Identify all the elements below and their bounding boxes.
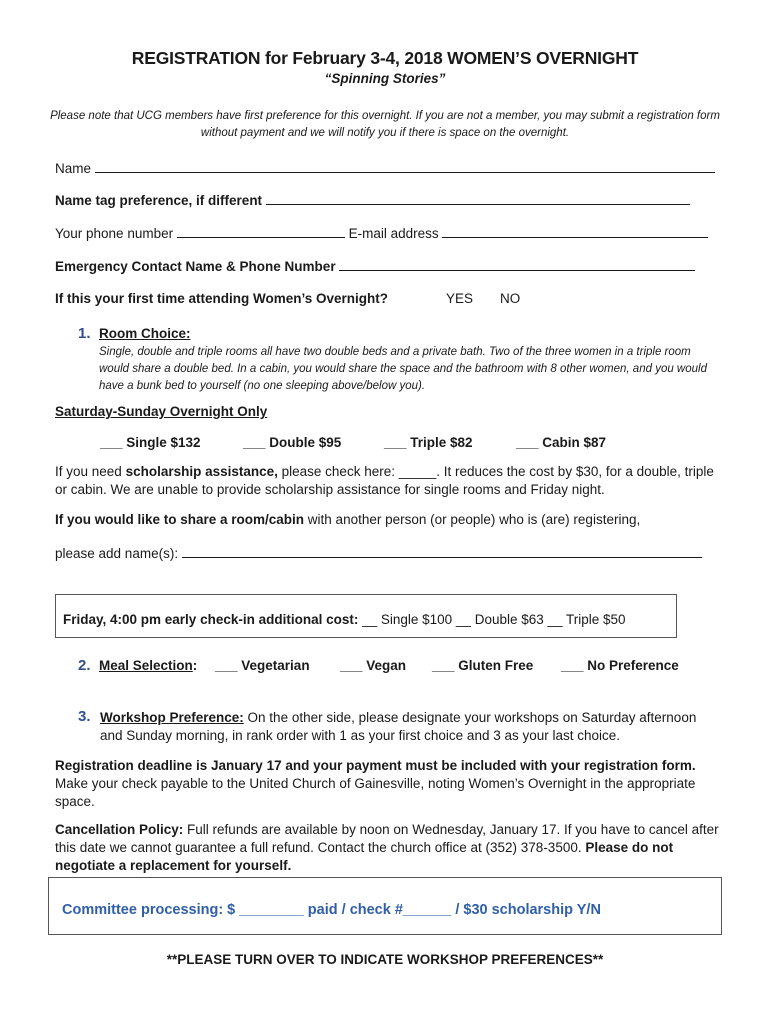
emergency-label: Emergency Contact Name & Phone Number xyxy=(55,259,336,274)
meal-option-vegan[interactable]: ___ Vegan xyxy=(340,658,407,673)
deadline-paragraph xyxy=(55,757,720,811)
friday-checkin-bold: Friday, 4:00 pm early check-in additional cost: xyxy=(63,612,359,627)
form-subtitle: “Spinning Stories” xyxy=(324,71,446,86)
friday-checkin-row xyxy=(63,612,626,627)
room-option-single[interactable]: ___ Single $132 xyxy=(100,435,201,450)
emergency-row xyxy=(55,259,695,274)
name-tag-row xyxy=(55,193,690,208)
room-option-double[interactable]: ___ Double $95 xyxy=(243,435,342,450)
meal-selection-heading: Meal Selection xyxy=(98,658,193,673)
room-description: Single, double and triple rooms all have two double beds and a private bath. Two of the three women in a triple room would share a double bed. In a cabin, you would share the space and the bathroom with 8 other women, and you would have a bunk bed to yourself (no one sleeping above/below you). xyxy=(99,346,707,392)
deadline-text: Make your check payable to the United Church of Gainesville, noting Women’s Overnight in the appropriate space. xyxy=(55,776,696,809)
phone-label: Your phone number xyxy=(55,226,174,241)
contact-row xyxy=(55,226,708,241)
deadline-bold: Registration deadline is January 17 and your payment must be included with your registration form. xyxy=(55,758,696,773)
name-label: Name xyxy=(55,161,92,176)
email-field[interactable] xyxy=(442,226,708,238)
first-time-label: If this your first time attending Women’s Overnight? xyxy=(55,291,389,306)
name-tag-label: Name tag preference, if different xyxy=(55,193,263,208)
meal-heading-colon: : xyxy=(192,658,198,673)
meal-section-heading xyxy=(78,657,197,675)
email-label: E-mail address xyxy=(348,226,439,241)
meal-option-no-preference[interactable]: ___ No Preference xyxy=(561,658,679,673)
cancellation-bold-2: Please do not negotiate a replacement for yourself. xyxy=(55,840,674,873)
scholarship-paragraph xyxy=(55,463,720,499)
name-field[interactable] xyxy=(95,161,715,173)
friday-checkin-options[interactable]: __ Single $100 __ Double $63 __ Triple $50 xyxy=(358,612,626,627)
workshop-text: On the other side, please designate your workshops on Saturday afternoon and Sunday morning, in rank order with 1 as your first choice and 3 as your last choice. xyxy=(100,710,697,743)
first-time-no[interactable]: NO xyxy=(500,291,521,306)
scholarship-text-bold: scholarship assistance, xyxy=(125,464,278,479)
room-choice-heading: Room Choice: xyxy=(98,326,191,341)
share-names-field[interactable] xyxy=(182,546,702,558)
share-names-row xyxy=(55,546,702,561)
room-option-cabin[interactable]: ___ Cabin $87 xyxy=(516,435,607,450)
meal-option-vegetarian[interactable]: ___ Vegetarian xyxy=(215,658,310,673)
meal-option-gluten-free[interactable]: ___ Gluten Free xyxy=(432,658,534,673)
committee-processing-text: Committee processing: $ ________ paid / check #______ / $30 scholarship Y/N xyxy=(62,902,601,918)
workshop-section-number: 3. xyxy=(78,708,91,725)
meal-section-number: 2. xyxy=(78,657,91,674)
form-title: REGISTRATION for February 3-4, 2018 WOMEN’S OVERNIGHT xyxy=(131,48,639,68)
workshop-paragraph xyxy=(100,709,715,745)
room-section-heading xyxy=(78,325,190,343)
emergency-field[interactable] xyxy=(339,259,695,271)
first-time-yes[interactable]: YES xyxy=(446,291,474,306)
share-room-bold: If you would like to share a room/cabin xyxy=(55,512,305,527)
room-section-number: 1. xyxy=(78,325,91,342)
cancellation-bold: Cancellation Policy: xyxy=(55,822,184,837)
workshop-heading: Workshop Preference: xyxy=(100,710,244,725)
phone-field[interactable] xyxy=(177,226,345,238)
share-names-label: please add name(s): xyxy=(55,546,179,561)
membership-note: Please note that UCG members have first preference for this overnight. If you are not a member, you may submit a registration form without payment and we will notify you if there is space on the overnight. xyxy=(50,110,720,139)
name-tag-field[interactable] xyxy=(266,193,690,205)
room-option-triple[interactable]: ___ Triple $82 xyxy=(384,435,473,450)
share-room-text: with another person (or people) who is (are) registering, xyxy=(304,512,641,527)
scholarship-text-pre: If you need xyxy=(55,464,126,479)
saturday-sunday-heading: Saturday-Sunday Overnight Only xyxy=(55,404,268,419)
cancellation-text: Full refunds are available by noon on Wednesday, January 17. If you have to cancel after this date we cannot guarantee a full refund. Contact the church office at (352) 378-3500. xyxy=(55,822,719,855)
scholarship-text-post: please check here: _____. It reduces the cost by $30, for a double, triple or cabin. We are unable to provide scholarship assistance for single rooms and Friday night. xyxy=(55,464,714,497)
name-row xyxy=(55,161,715,176)
cancellation-paragraph xyxy=(55,821,720,875)
turn-over-footer: **PLEASE TURN OVER TO INDICATE WORKSHOP PREFERENCES** xyxy=(166,952,604,967)
share-room-paragraph xyxy=(55,512,640,527)
